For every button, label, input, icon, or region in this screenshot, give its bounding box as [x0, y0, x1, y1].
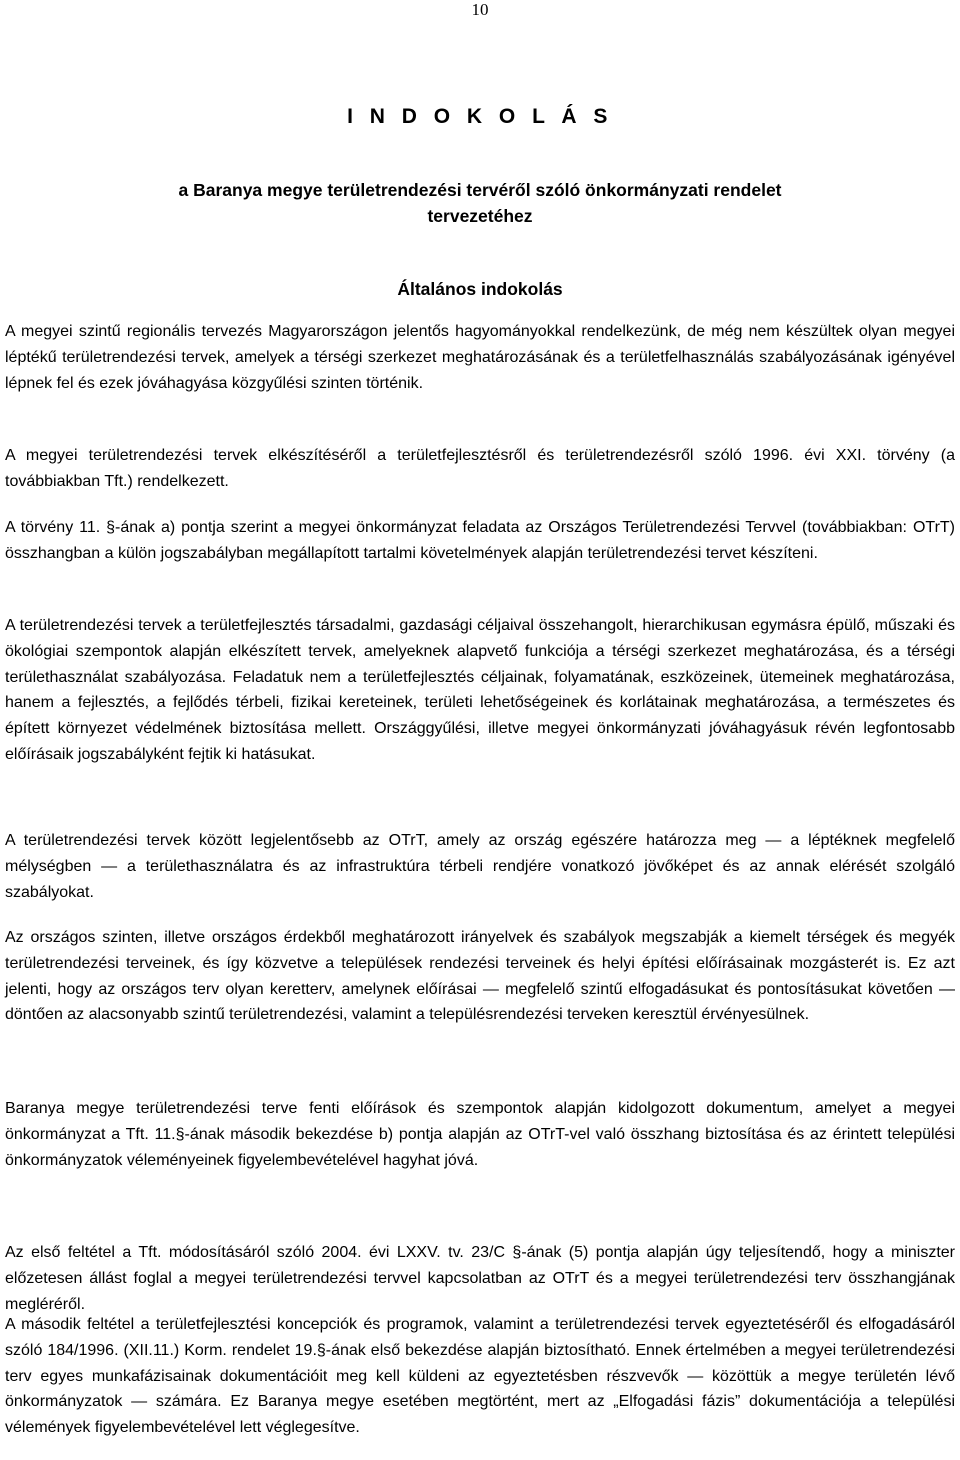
document-title: I N D O K O L Á S: [347, 105, 613, 128]
paragraph-9: A második feltétel a területfejlesztési koncepciók és programok, valamint a területrendezési tervek egyeztetéséről és elfogadásáról szóló 184/1996. (XII.11.) Korm. rendelet 19.§-ának első bekezdése alapján biztosítható. Ennek értelmében a megyei területrendezési terv egyes munkafázisainak dokumentációit meg kell küldeni az egyeztetésben részvevők — közöttük a megye területén lévő önkormányzatok — számára. Ez Baranya megye esetében megtörtént, mert az „Elfogadási fázis” dokumentációja a települési vélemények figyelembevételével lett véglegesítve.: [5, 1316, 955, 1437]
paragraph-5: A területrendezési tervek között legjelentősebb az OTrT, amely az ország egészére határozza meg — a léptéknek megfelelő mélységben — a területhasználatra és az infrastruktúra térbeli rendjére vonatkozó jövőképet és az annak elérését szolgáló szabályokat.: [5, 832, 955, 901]
document-subtitle: [0, 177, 960, 229]
paragraph-2: A megyei területrendezési tervek elkészítéséről a területfejlesztésről és területrendezésről szóló 1996. évi XXI. törvény (a továbbiakban Tft.) rendelkezett.: [5, 447, 955, 490]
subtitle-line-2: tervezetéhez: [427, 206, 533, 226]
section-title: Általános indokolás: [397, 279, 563, 299]
paragraph-8: Az első feltétel a Tft. módosításáról szóló 2004. évi LXXV. tv. 23/C §-ának (5) pontja alapján úgy teljesítendő, hogy a miniszter előzetesen állást foglal a megyei területrendezési tervvel kapcsolatban az OTrT és a megyei területrendezési terv összhangjának megléréről.: [5, 1244, 955, 1313]
subtitle-line-1: a Baranya megye területrendezési tervéről szóló önkormányzati rendelet: [178, 180, 782, 200]
paragraph-6: Az országos szinten, illetve országos érdekből meghatározott irányelvek és szabályok megszabják a kiemelt térségek és megyék területrendezési terveinek, és így közvetve a települések rendezési terveinek és helyi építési előírásainak mozgásterét is. Ez azt jelenti, hogy az országos terv olyan keretterv, amelynek előírásai — megfelelő szintű elfogadásukat és pontosításukat követően — döntően az alacsonyabb szintű területrendezési, valamint a településrendezési terveken keresztül érvényesülnek.: [5, 929, 955, 1024]
page-number: 10: [471, 0, 489, 19]
paragraph-3: A törvény 11. §-ának a) pontja szerint a megyei önkormányzat feladata az Országos Területrendezési Tervvel (továbbiakban: OTrT) összhangban a külön jogszabályban megállapított tartalmi követelmények alapján területrendezési tervet készíteni.: [5, 519, 955, 562]
paragraph-7: Baranya megye területrendezési terve fenti előírások és szempontok alapján kidolgozott dokumentum, amelyet a megyei önkormányzat a Tft. 11.§-ának második bekezdése b) pontja alapján az OTrT-vel való összhang biztosítása és az érintett települési önkormányzatok véleményeinek figyelembevételével hagyhat jóvá.: [5, 1100, 955, 1169]
paragraph-4: A területrendezési tervek a területfejlesztés társadalmi, gazdasági céljaival összehangolt, hierarchikusan egymásra épülő, műszaki és ökológiai szempontok alapján elkészített tervek, amelyeknek alapvető funkciója a térségi szerkezet meghatározása, és a térségi területhasználat szabályozása. Feladatuk nem a területfejlesztés céljainak, folyamatának, eszközeinek, ütemeinek meghatározása, hanem a fejlesztés, a fejlődés térbeli, fizikai kereteinek, területi lehetőségeinek és korlátainak meghatározása, a természetes és épített környezet védelmének biztosítása mellett. Országgyűlési, illetve megyei önkormányzati jóváhagyásuk révén legfontosabb előírásaik jogszabályként fejtik ki hatásukat.: [5, 617, 955, 763]
paragraph-1: A megyei szintű regionális tervezés Magyarországon jelentős hagyományokkal rendelkezünk, de még nem készültek olyan megyei léptékű területrendezési tervek, amelyek a térségi szerkezet meghatározásának és a területfelhasználás szabályozásának igényével lépnek fel és ezek jóváhagyása közgyűlési szinten történik.: [5, 323, 955, 392]
